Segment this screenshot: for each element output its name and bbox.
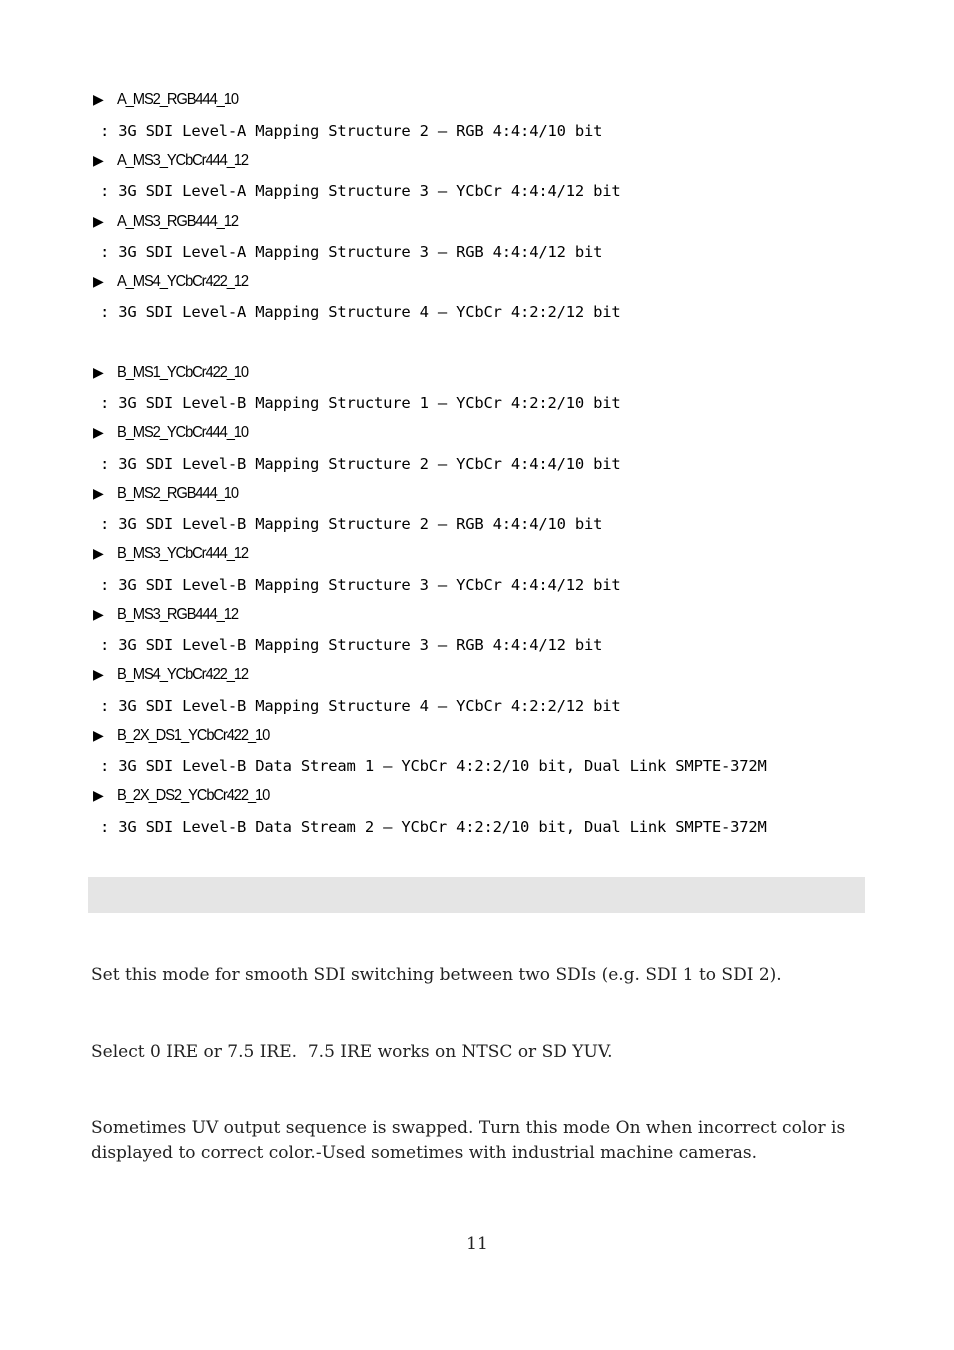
mode-name: B_MS1_YCbCr422_10	[117, 364, 248, 381]
mode-item	[93, 784, 282, 808]
mode-item	[93, 542, 259, 566]
mode-description: : 3G SDI Level-B Data Stream 1 – YCbCr 4:2:2/10 bit, Dual Link SMPTE-372M	[100, 757, 767, 775]
mode-name: A_MS3_YCbCr444_12	[117, 152, 248, 169]
mode-description: : 3G SDI Level-A Mapping Structure 3 – RGB 4:4:4/12 bit	[100, 243, 603, 261]
mode-description: : 3G SDI Level-B Mapping Structure 1 – YCbCr 4:2:2/10 bit	[100, 394, 621, 412]
mode-item	[93, 421, 259, 445]
mode-description: : 3G SDI Level-A Mapping Structure 4 – YCbCr 4:2:2/12 bit	[100, 303, 621, 321]
bullet-triangle-icon: ▶	[93, 365, 104, 381]
paragraph-ire-setup: Select 0 IRE or 7.5 IRE. 7.5 IRE works on NTSC or SD YUV.	[91, 1042, 613, 1062]
bullet-triangle-icon: ▶	[93, 153, 104, 169]
mode-name: B_2X_DS2_YCbCr422_10	[117, 787, 270, 804]
mode-name: B_2X_DS1_YCbCr422_10	[117, 727, 270, 744]
mode-item	[93, 210, 248, 234]
mode-item	[93, 603, 248, 627]
paragraph-sdi-switching: Set this mode for smooth SDI switching between two SDIs (e.g. SDI 1 to SDI 2).	[91, 965, 782, 985]
bullet-triangle-icon: ▶	[93, 667, 104, 683]
mode-description: : 3G SDI Level-B Mapping Structure 4 – YCbCr 4:2:2/12 bit	[100, 697, 621, 715]
mode-name: B_MS4_YCbCr422_12	[117, 666, 248, 683]
bullet-triangle-icon: ▶	[93, 92, 104, 108]
bullet-triangle-icon: ▶	[93, 214, 104, 230]
mode-name: B_MS3_YCbCr444_12	[117, 545, 248, 562]
mode-name: B_MS2_RGB444_10	[117, 485, 238, 502]
mode-description: : 3G SDI Level-B Mapping Structure 2 – RGB 4:4:4/10 bit	[100, 515, 603, 533]
mode-description: : 3G SDI Level-B Mapping Structure 3 – RGB 4:4:4/12 bit	[100, 636, 603, 654]
page-number: 11	[466, 1234, 488, 1254]
mode-description: : 3G SDI Level-A Mapping Structure 3 – YCbCr 4:4:4/12 bit	[100, 182, 621, 200]
mode-name: A_MS3_RGB444_12	[117, 213, 238, 230]
mode-description: : 3G SDI Level-B Data Stream 2 – YCbCr 4:2:2/10 bit, Dual Link SMPTE-372M	[100, 818, 767, 836]
bullet-triangle-icon: ▶	[93, 788, 104, 804]
mode-item	[93, 270, 259, 294]
section-header-band	[88, 877, 865, 913]
mode-name: B_MS2_YCbCr444_10	[117, 424, 248, 441]
bullet-triangle-icon: ▶	[93, 425, 104, 441]
bullet-triangle-icon: ▶	[93, 486, 104, 502]
mode-item	[93, 482, 248, 506]
mode-item	[93, 149, 259, 173]
mode-name: B_MS3_RGB444_12	[117, 606, 238, 623]
paragraph-uv-swap: Sometimes UV output sequence is swapped. Turn this mode On when incorrect color is displayed to correct color.-Used sometimes with industrial machine cameras.	[91, 1118, 851, 1163]
mode-name: A_MS2_RGB444_10	[117, 91, 238, 108]
bullet-triangle-icon: ▶	[93, 274, 104, 290]
bullet-triangle-icon: ▶	[93, 607, 104, 623]
mode-description: : 3G SDI Level-A Mapping Structure 2 – RGB 4:4:4/10 bit	[100, 122, 603, 140]
mode-name: A_MS4_YCbCr422_12	[117, 273, 248, 290]
mode-item	[93, 724, 282, 748]
mode-description: : 3G SDI Level-B Mapping Structure 2 – YCbCr 4:4:4/10 bit	[100, 455, 621, 473]
mode-description: : 3G SDI Level-B Mapping Structure 3 – YCbCr 4:4:4/12 bit	[100, 576, 621, 594]
bullet-triangle-icon: ▶	[93, 728, 104, 744]
mode-item	[93, 361, 259, 385]
mode-item	[93, 663, 259, 687]
mode-item	[93, 88, 248, 112]
bullet-triangle-icon: ▶	[93, 546, 104, 562]
